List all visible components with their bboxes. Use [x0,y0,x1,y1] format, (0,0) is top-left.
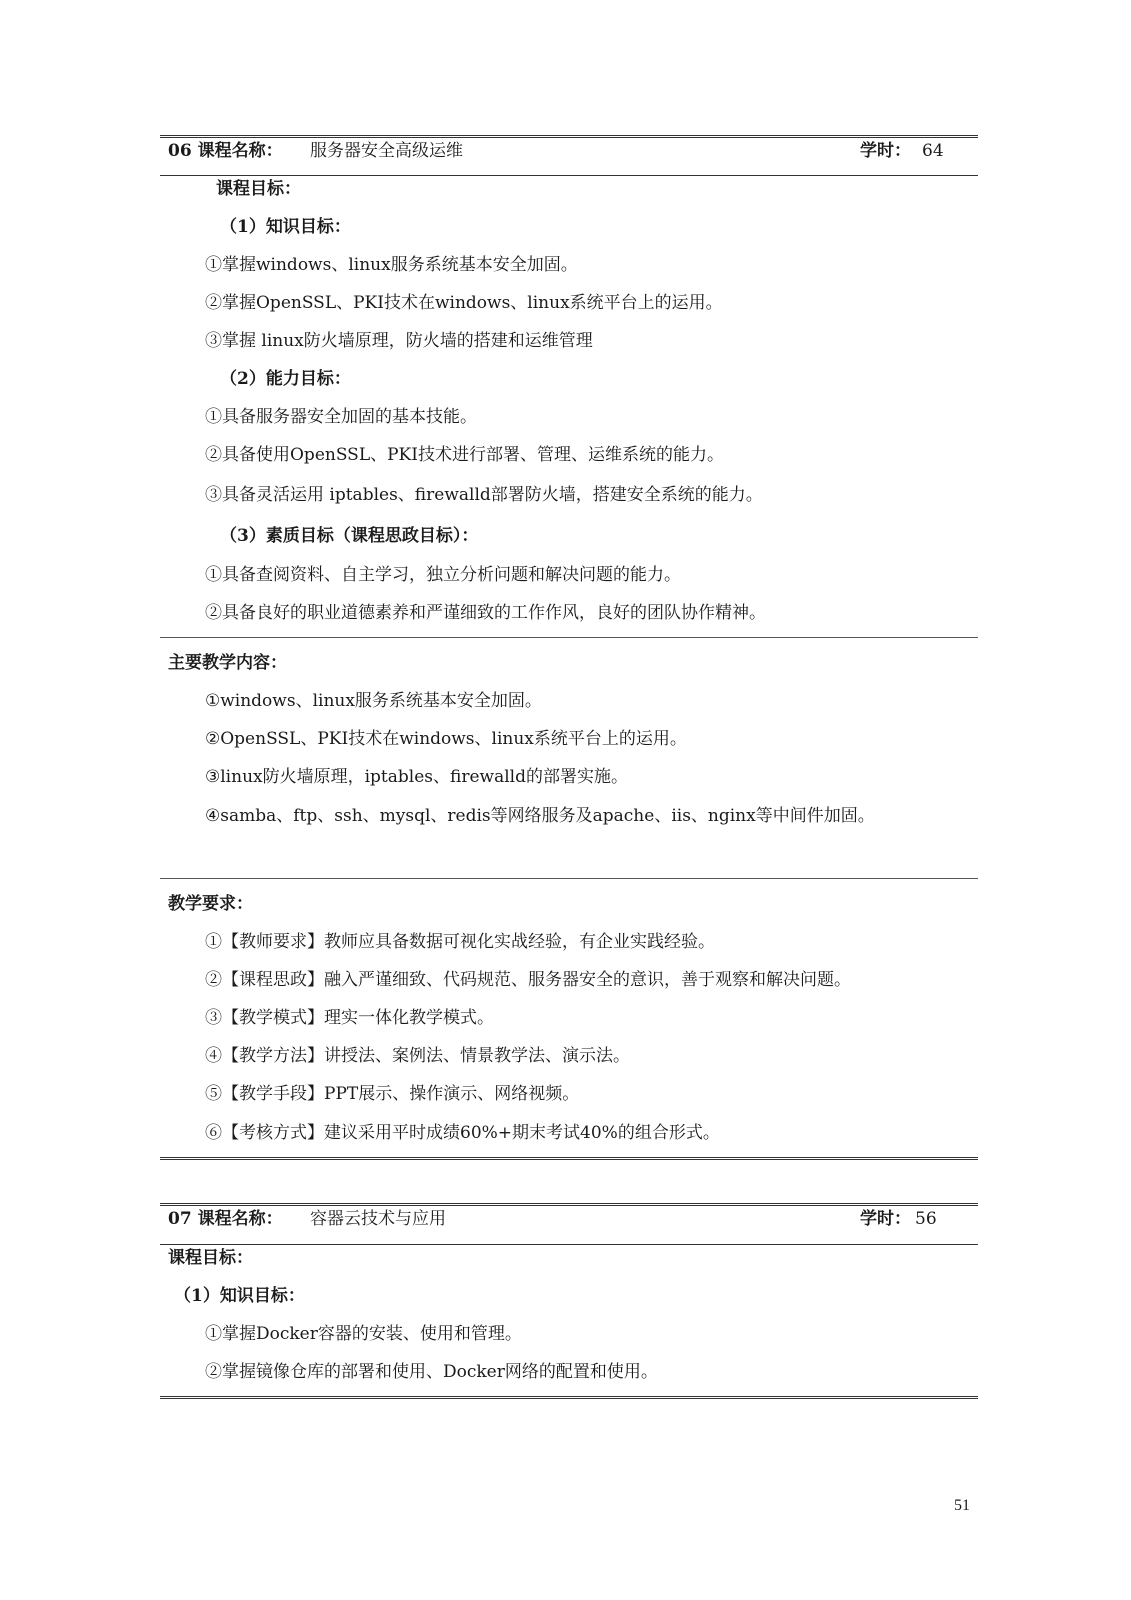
quality-title: （3）素质目标（课程思政目标）： [220,526,479,546]
course-06-hours-label: 学时： [860,141,911,161]
course-07-hours: 56 [915,1209,937,1229]
requirement-item: ④【教学方法】讲授法、案例法、情景教学法、演示法。 [205,1046,630,1066]
course-07-hours-label: 学时： [860,1209,911,1229]
header-divider [160,175,978,176]
content-title: 主要教学内容： [168,653,287,673]
requirement-item: ②【课程思政】融入严谨细致、代码规范、服务器安全的意识，善于观察和解决问题。 [205,970,851,990]
ability-item: ③具备灵活运用 iptables、firewalld部署防火墙，搭建安全系统的能力。 [205,485,763,505]
knowledge-item: ③掌握 linux防火墙原理，防火墙的搭建和运维管理 [205,331,593,351]
page-number: 51 [954,1497,970,1514]
section-divider [160,878,978,879]
knowledge-item: ①掌握windows、linux服务系统基本安全加固。 [205,255,578,275]
knowledge-item: ②掌握OpenSSL、PKI技术在windows、linux系统平台上的运用。 [205,293,723,313]
table-bottom-rule [160,1396,978,1402]
requirement-item: ⑤【教学手段】PPT展示、操作演示、网络视频。 [205,1084,580,1104]
ability-item: ②具备使用OpenSSL、PKI技术进行部署、管理、运维系统的能力。 [205,445,724,465]
requirements-title: 教学要求： [168,894,253,914]
content-item: ②OpenSSL、PKI技术在windows、linux系统平台上的运用。 [205,729,687,749]
course-07-name: 容器云技术与应用 [310,1209,446,1229]
course-06-hours: 64 [922,141,944,161]
objectives-title: 课程目标： [216,179,301,199]
course-06-name: 服务器安全高级运维 [310,141,463,161]
ability-title: （2）能力目标： [220,369,351,389]
content-item: ①windows、linux服务系统基本安全加固。 [205,691,542,711]
requirement-item: ①【教师要求】教师应具备数据可视化实战经验，有企业实践经验。 [205,932,715,952]
quality-item: ②具备良好的职业道德素养和严谨细致的工作作风，良好的团队协作精神。 [205,603,766,623]
knowledge-title: （1）知识目标： [174,1286,305,1306]
course-06-name-label: 06 课程名称： [168,141,283,161]
requirement-item: ③【教学模式】理实一体化教学模式。 [205,1008,494,1028]
header-divider [160,1244,978,1245]
ability-item: ①具备服务器安全加固的基本技能。 [205,407,477,427]
quality-item: ①具备查阅资料、自主学习，独立分析问题和解决问题的能力。 [205,565,681,585]
objectives-title: 课程目标： [168,1248,253,1268]
table-bottom-rule [160,1157,978,1163]
requirement-item: ⑥【考核方式】建议采用平时成绩60%+期末考试40%的组合形式。 [205,1123,720,1143]
section-divider [160,637,978,638]
content-item: ③linux防火墙原理，iptables、firewalld的部署实施。 [205,767,628,787]
knowledge-item: ①掌握Docker容器的安装、使用和管理。 [205,1324,522,1344]
knowledge-title: （1）知识目标： [220,217,351,237]
content-item: ④samba、ftp、ssh、mysql、redis等网络服务及apache、iis、nginx等中间件加固。 [205,806,875,826]
knowledge-item: ②掌握镜像仓库的部署和使用、Docker网络的配置和使用。 [205,1362,658,1382]
course-07-name-label: 07 课程名称： [168,1209,283,1229]
